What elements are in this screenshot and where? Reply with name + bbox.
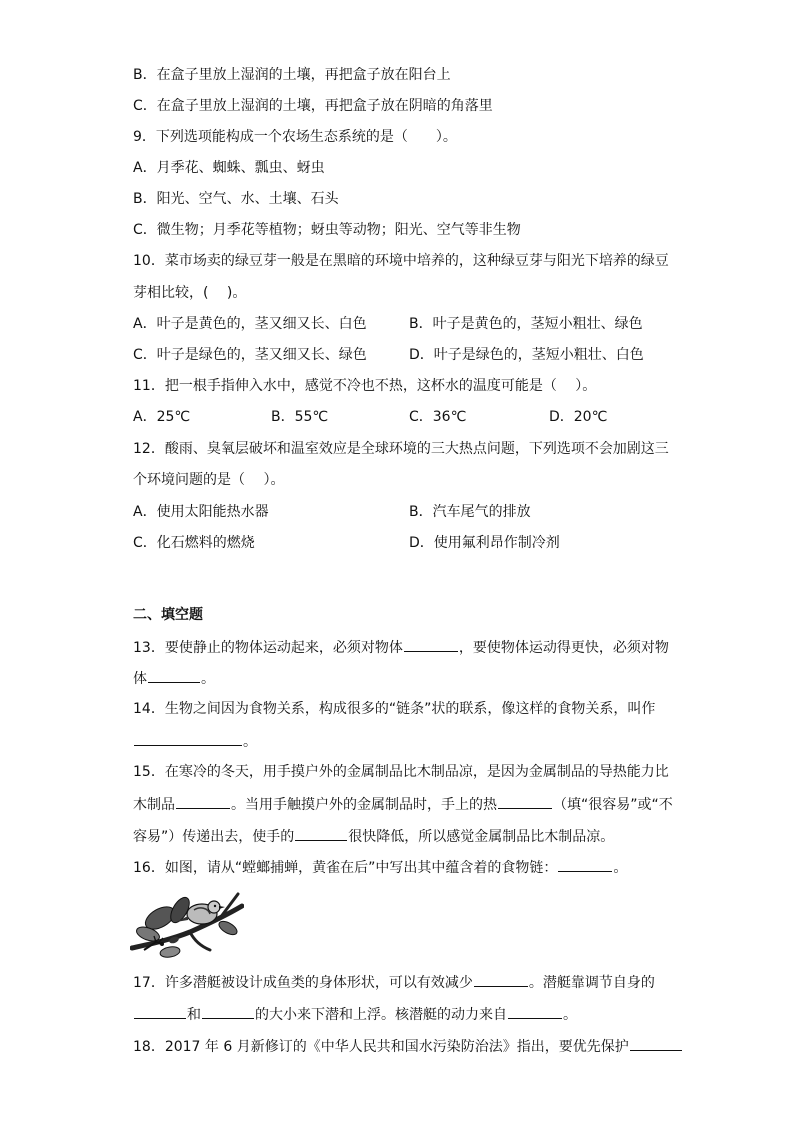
q16-blank-1[interactable] [558, 857, 612, 872]
q17-text-4: 的大小来下潜和上浮。核潜艇的动力来自 [255, 1007, 507, 1023]
q16-text-1: 16．如图，请从“螳螂捕蝉，黄雀在后”中写出其中蕴含着的食物链： [133, 860, 558, 876]
q13-text-1: 13．要使静止的物体运动起来，必须对物体 [133, 640, 403, 656]
q17-text-1: 17．许多潜艇被设计成鱼类的身体形状，可以有效减少 [133, 975, 473, 991]
q17-text-2: 。潜艇靠调节自身的 [528, 975, 655, 991]
q14-blank-1[interactable] [134, 731, 242, 746]
q8-option-c: C．在盒子里放上湿润的土壤，再把盒子放在阴暗的角落里 [133, 98, 493, 114]
q15-text-2: 木制品 [133, 797, 175, 813]
q12-stem-line2: 个环境问题的是（ ）。 [133, 472, 285, 488]
q10-option-c: C．叶子是绿色的，茎又细又长、绿色 [133, 347, 367, 363]
q10-option-d: D．叶子是绿色的，茎短小粗壮、白色 [409, 347, 644, 363]
q10-stem-line2: 芽相比较，( )。 [133, 285, 247, 301]
q14-line2 [133, 731, 257, 751]
q18-blank-1[interactable] [630, 1036, 682, 1051]
q15-line2 [133, 794, 673, 814]
q13-text-4: 。 [201, 671, 215, 687]
q17-blank-1[interactable] [474, 972, 528, 987]
q14-line1: 14．生物之间因为食物关系，构成很多的“链条”状的联系，像这样的食物关系，叫作 [133, 701, 656, 717]
q17-text-5: 。 [563, 1007, 577, 1023]
q10-option-a: A．叶子是黄色的，茎又细又长、白色 [133, 316, 367, 332]
q10-option-b: B．叶子是黄色的，茎短小粗壮、绿色 [409, 316, 643, 332]
q11-option-d: D．20℃ [549, 409, 608, 425]
q11-option-a: A．25℃ [133, 409, 191, 425]
q13-blank-2[interactable] [148, 668, 200, 683]
q15-blank-3[interactable] [295, 826, 347, 841]
q15-text-5: 容易”）传递出去，使手的 [133, 829, 295, 845]
q13-blank-1[interactable] [404, 637, 458, 652]
q12-option-b: B．汽车尾气的排放 [409, 504, 531, 520]
q14-text-2: 。 [243, 734, 257, 750]
q11-stem: 11．把一根手指伸入水中，感觉不冷也不热，这杯水的温度可能是（ ）。 [133, 378, 597, 394]
q10-stem-line1: 10．菜市场卖的绿豆芽一般是在黑暗的环境中培养的，这种绿豆芽与阳光下培养的绿豆 [133, 253, 669, 269]
q9-option-c: C．微生物；月季花等植物；蚜虫等动物；阳光、空气等非生物 [133, 222, 521, 238]
q9-option-b: B．阳光、空气、水、土壤、石头 [133, 191, 339, 207]
q12-option-a: A．使用太阳能热水器 [133, 504, 269, 520]
bird-mantis-cicada-illustration-icon [130, 888, 244, 960]
q17-blank-4[interactable] [508, 1004, 562, 1019]
q12-stem-line1: 12．酸雨、臭氧层破坏和温室效应是全球环境的三大热点问题，下列选项不会加剧这三 [133, 441, 669, 457]
q13-text-2: ，要使物体运动得更快，必须对物 [458, 640, 669, 656]
q17-line1 [133, 972, 655, 992]
q15-line1: 15．在寒冷的冬天，用手摸户外的金属制品比木制品凉，是因为金属制品的导热能力比 [133, 764, 669, 780]
q17-line2 [133, 1004, 577, 1024]
q16-line1 [133, 857, 627, 877]
q13-text-3: 体 [133, 671, 147, 687]
q18-line1 [133, 1036, 683, 1056]
q15-text-4: （填“很容易”或“不 [553, 797, 673, 813]
q15-blank-1[interactable] [176, 794, 230, 809]
q11-option-b: B．55℃ [271, 409, 329, 425]
q15-blank-2[interactable] [498, 794, 552, 809]
q8-option-b: B．在盒子里放上湿润的土壤，再把盒子放在阳台上 [133, 67, 451, 83]
q16-text-2: 。 [613, 860, 628, 876]
q13-line2 [133, 668, 215, 688]
q13-line1 [133, 637, 669, 657]
q15-text-3: 。当用手触摸户外的金属制品时，手上的热 [231, 797, 497, 813]
q12-option-c: C．化石燃料的燃烧 [133, 535, 255, 551]
q17-blank-3[interactable] [202, 1004, 254, 1019]
section-title-fill-in: 二、填空题 [133, 607, 203, 623]
q17-text-3: 和 [187, 1007, 201, 1023]
q17-blank-2[interactable] [134, 1004, 186, 1019]
q15-line3 [133, 826, 614, 846]
q12-option-d: D．使用氟利昂作制冷剂 [409, 535, 560, 551]
q11-option-c: C．36℃ [409, 409, 467, 425]
q18-text-1: 18．2017 年 6 月新修订的《中华人民共和国水污染防治法》指出，要优先保护 [133, 1039, 629, 1055]
q15-text-6: 很快降低，所以感觉金属制品比木制品凉。 [348, 829, 615, 845]
q9-option-a: A．月季花、蜘蛛、瓢虫、蚜虫 [133, 160, 325, 176]
q9-stem: 9．下列选项能构成一个农场生态系统的是（ ）。 [133, 129, 457, 145]
